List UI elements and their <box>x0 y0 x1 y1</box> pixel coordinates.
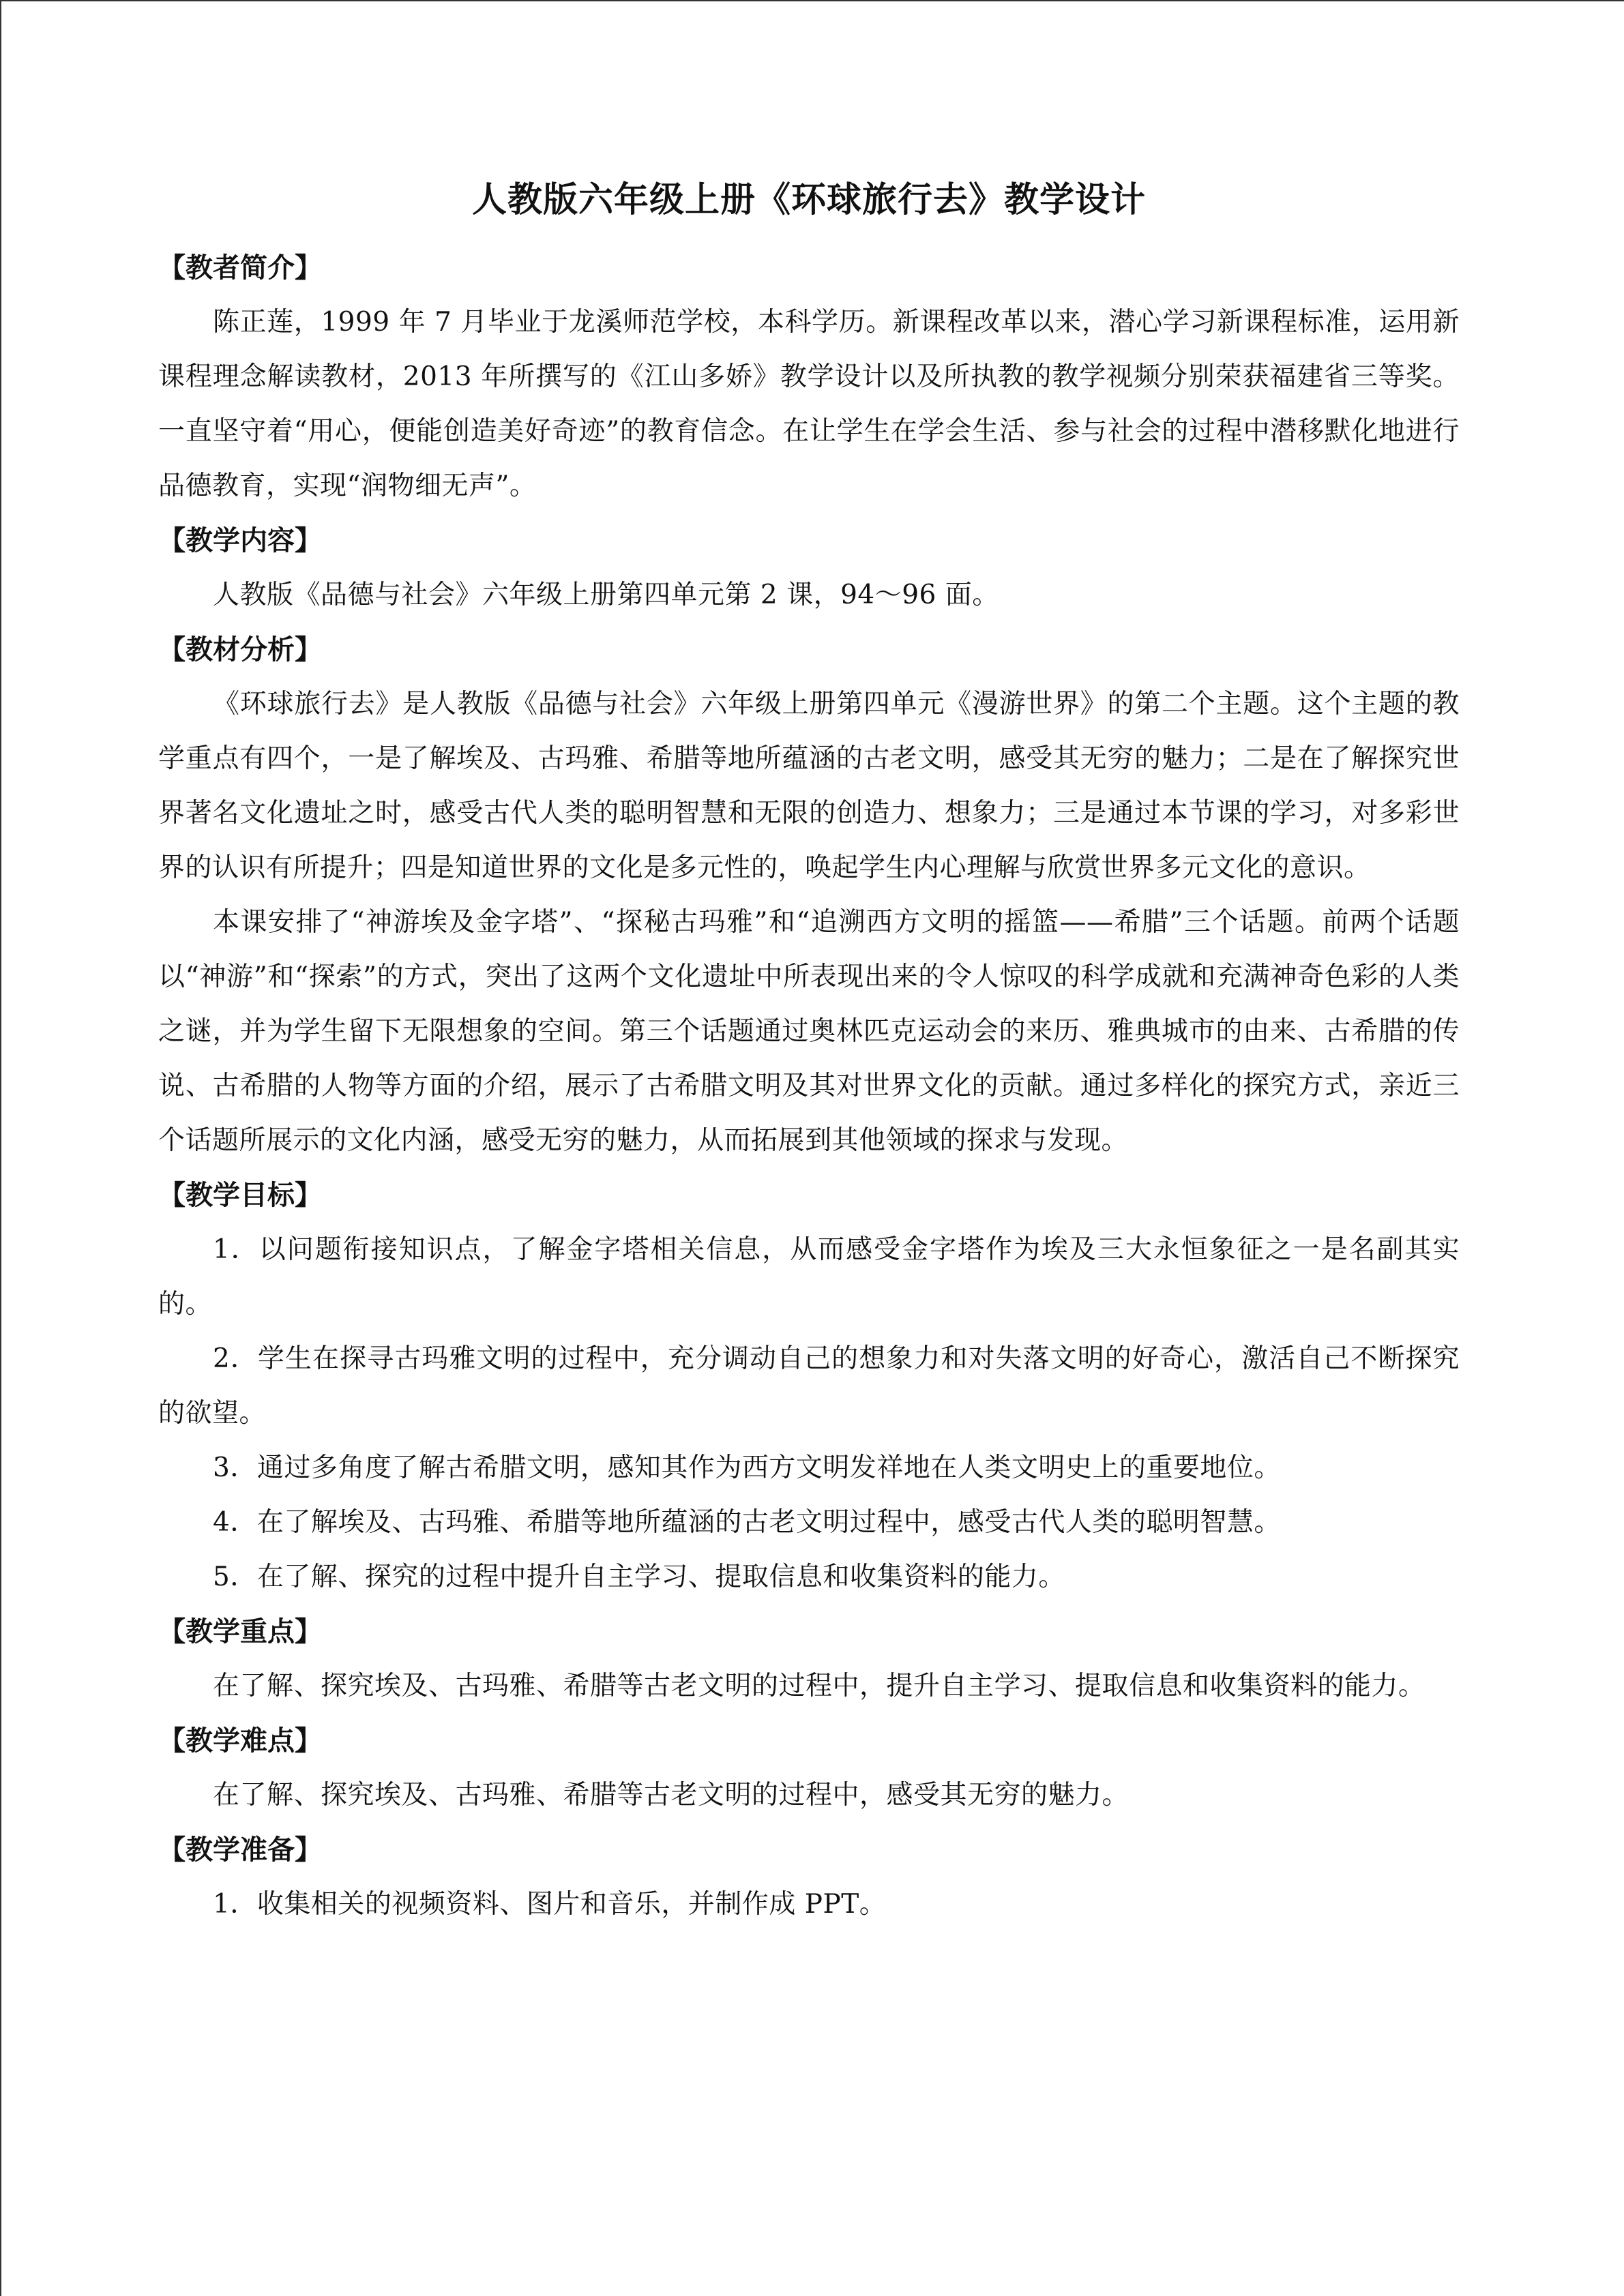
objective-item: 3．通过多角度了解古希腊文明，感知其作为西方文明发祥地在人类文明史上的重要地位。 <box>213 1452 1281 1483</box>
section-heading: 【教学目标】 <box>158 1179 322 1211</box>
section-heading: 【教学难点】 <box>158 1725 322 1757</box>
preparation-item: 1．收集相关的视频资料、图片和音乐，并制作成 PPT。 <box>213 1889 887 1920</box>
section-difficulties <box>158 1714 1460 1823</box>
section-heading: 【教学内容】 <box>158 524 322 556</box>
section-material-analysis <box>158 623 1460 1168</box>
objective-item: 1．以问题衔接知识点，了解金字塔相关信息，从而感受金字塔作为埃及三大永恒象征之一是名副其实的。 <box>158 1234 1460 1320</box>
section-teacher-intro <box>158 241 1460 513</box>
objective-item: 2．学生在探寻古玛雅文明的过程中，充分调动自己的想象力和对失落文明的好奇心，激活自己不断探究的欲望。 <box>158 1343 1460 1429</box>
section-preparation <box>158 1823 1460 1932</box>
section-heading: 【教学准备】 <box>158 1834 322 1866</box>
section-heading: 【教材分析】 <box>158 633 322 666</box>
objective-item: 5．在了解、探究的过程中提升自主学习、提取信息和收集资料的能力。 <box>213 1562 1065 1592</box>
section-teaching-content <box>158 513 1460 623</box>
paragraph: 《环球旅行去》是人教版《品德与社会》六年级上册第四单元《漫游世界》的第二个主题。这个主题的教学重点有四个，一是了解埃及、古玛雅、希腊等地所蕴涵的古老文明，感受其无穷的魅力；二是在了解探究世界著名文化遗址之时，感受古代人类的聪明智慧和无限的创造力、想象力；三是通过本节课的学习，对多彩世界的认识有所提升；四是知道世界的文化是多元性的，唤起学生内心理解与欣赏世界多元文化的意识。 <box>158 689 1460 883</box>
paragraph: 在了解、探究埃及、古玛雅、希腊等古老文明的过程中，感受其无穷的魅力。 <box>213 1780 1130 1810</box>
objective-item: 4．在了解埃及、古玛雅、希腊等地所蕴涵的古老文明过程中，感受古代人类的聪明智慧。 <box>213 1507 1281 1538</box>
paragraph: 本课安排了“神游埃及金字塔”、“探秘古玛雅”和“追溯西方文明的摇篮——希腊”三个话题。前两个话题以“神游”和“探索”的方式，突出了这两个文化遗址中所表现出来的令人惊叹的科学成就和充满神奇色彩的人类之谜，并为学生留下无限想象的空间。第三个话题通过奥林匹克运动会的来历、雅典城市的由来、古希腊的传说、古希腊的人物等方面的介绍，展示了古希腊文明及其对世界文化的贡献。通过多样化的探究方式，亲近三个话题所展示的文化内涵，感受无穷的魅力，从而拓展到其他领域的探求与发现。 <box>158 907 1460 1156</box>
section-heading: 【教者简介】 <box>158 252 322 284</box>
paragraph: 人教版《品德与社会》六年级上册第四单元第 2 课，94～96 面。 <box>213 580 999 610</box>
section-teaching-objectives <box>158 1168 1460 1605</box>
paragraph: 陈正莲，1999 年 7 月毕业于龙溪师范学校，本科学历。新课程改革以来，潜心学习新课程标准，运用新课程理念解读教材，2013 年所撰写的《江山多娇》教学设计以及所执教的教学视频分别荣获福建省三等奖。一直坚守着“用心，便能创造美好奇迹”的教育信念。在让学生在学会生活、参与社会的过程中潜移默化地进行品德教育，实现“润物细无声”。 <box>158 307 1460 501</box>
paragraph: 在了解、探究埃及、古玛雅、希腊等古老文明的过程中，提升自主学习、提取信息和收集资料的能力。 <box>213 1671 1426 1701</box>
document-body <box>158 167 1460 1932</box>
section-heading: 【教学重点】 <box>158 1615 322 1648</box>
document-title: 人教版六年级上册《环球旅行去》教学设计 <box>471 179 1146 220</box>
section-key-points <box>158 1605 1460 1714</box>
